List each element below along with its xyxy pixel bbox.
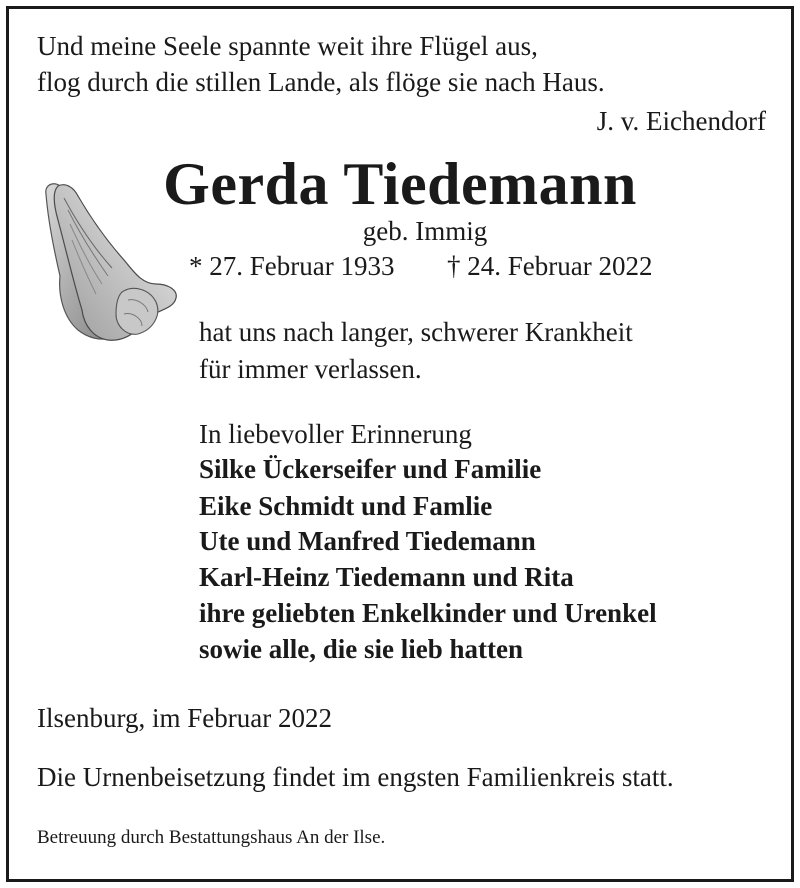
remembrance-intro: In liebevoller Erinnerung [199, 419, 472, 449]
poem-line-1: Und meine Seele spannte weit ihre Flügel aus, [37, 31, 538, 61]
mourner-line: Silke Ückerseifer und Familie [199, 454, 542, 484]
place-and-date: Ilsenburg, im Februar 2022 [37, 703, 332, 733]
mourner-line: sowie alle, die sie lieb hatten [199, 634, 523, 664]
birth-date: * 27. Februar 1933 [189, 251, 395, 281]
deceased-name: Gerda Tiedemann [163, 151, 637, 217]
mourner-line: Eike Schmidt und Famlie [199, 491, 493, 521]
funeral-home-note: Betreuung durch Bestattungshaus An der Ilse. [37, 827, 386, 848]
mourner-line: Ute und Manfred Tiedemann [199, 526, 536, 556]
poem-line-2: flog durch die stillen Lande, als flöge sie nach Haus. [37, 67, 605, 97]
death-date: † 24. Februar 2022 [447, 251, 653, 281]
poem-author: J. v. Eichendorf [596, 106, 766, 136]
message-line-1: hat uns nach langer, schwerer Krankheit [199, 317, 633, 347]
mourner-line: ihre geliebten Enkelkinder und Urenkel [199, 598, 657, 628]
praying-hands-icon [38, 180, 180, 348]
mourner-line: Karl-Heinz Tiedemann und Rita [199, 562, 574, 592]
maiden-name: geb. Immig [362, 216, 488, 246]
burial-note: Die Urnenbeisetzung findet im engsten Familienkreis statt. [37, 762, 674, 792]
message-line-2: für immer verlassen. [199, 354, 422, 384]
